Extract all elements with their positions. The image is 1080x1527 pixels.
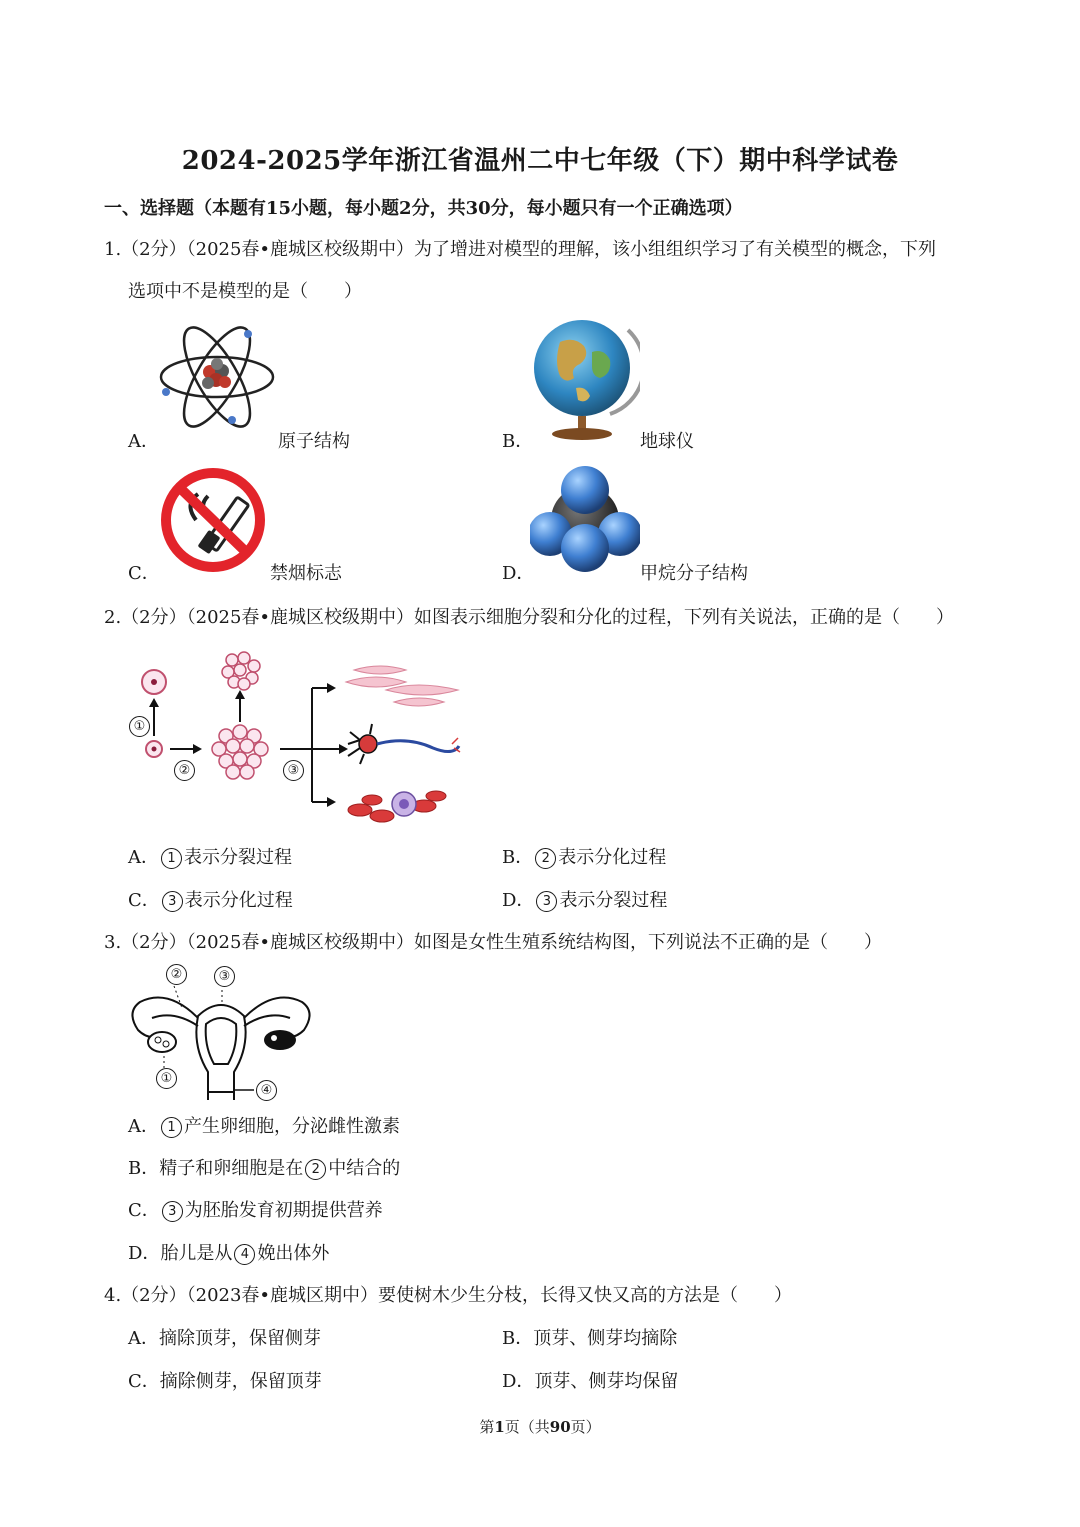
q1-option-b-letter: B． [502, 431, 534, 452]
atom-icon [158, 312, 276, 442]
q3-option-d: D．胎儿是从 4 娩出体外 [128, 1243, 330, 1264]
q1-option-c-letter: C． [128, 563, 160, 584]
globe-icon [530, 312, 640, 442]
methane-molecule-icon [530, 462, 640, 574]
question-1-stem-cont: 选项中不是模型的是（ ） [128, 281, 362, 302]
q2-option-d: D． 3 表示分裂过程 [502, 890, 668, 911]
q1-option-d-letter: D． [502, 563, 535, 584]
diagram-label-1: ② [164, 964, 189, 985]
diagram-label-2: ③ [212, 966, 237, 987]
q4-option-c: C．摘除侧芽，保留顶芽 [128, 1371, 322, 1392]
diagram-label-4: ④ [254, 1080, 279, 1101]
diagram-label-1: ① [127, 716, 152, 737]
cell-division-diagram [124, 644, 468, 830]
diagram-label-3: ① [154, 1068, 179, 1089]
page-footer: 第1页（共90页） [479, 1418, 601, 1436]
page-title: 2024-2025学年浙江省温州二中七年级（下）期中科学试卷 [181, 146, 899, 176]
q2-option-a: A． 1 表示分裂过程 [128, 847, 292, 868]
q1-option-b-label: 地球仪 [640, 431, 694, 452]
question-4-stem: 4.（2分）（2023春•鹿城区期中）要使树木少生分枝，长得又快又高的方法是（ ） [104, 1285, 793, 1306]
q2-option-b: B． 2 表示分化过程 [502, 847, 667, 868]
q3-option-c: C． 3 为胚胎发育初期提供营养 [128, 1200, 383, 1221]
question-2-stem: 2.（2分）（2025春•鹿城区校级期中）如图表示细胞分裂和分化的过程，下列有关说法，正确的是（ ） [104, 607, 955, 628]
q4-option-a: A．摘除顶芽，保留侧芽 [128, 1328, 321, 1349]
q4-option-b: B．顶芽、侧芽均摘除 [502, 1328, 678, 1349]
diagram-label-2: ② [172, 760, 197, 781]
q2-option-c: C． 3 表示分化过程 [128, 890, 293, 911]
diagram-label-3: ③ [281, 760, 306, 781]
q1-option-a-label: 原子结构 [278, 431, 350, 452]
q1-option-d-label: 甲烷分子结构 [640, 563, 748, 584]
q3-option-a: A． 1 产生卵细胞，分泌雌性激素 [128, 1116, 400, 1137]
section-heading: 一、选择题（本题有15小题，每小题2分，共30分，每小题只有一个正确选项） [104, 198, 743, 219]
no-smoking-icon [158, 466, 268, 574]
q1-option-c-label: 禁烟标志 [270, 563, 342, 584]
question-3-stem: 3.（2分）（2025春•鹿城区校级期中）如图是女性生殖系统结构图，下列说法不正确的是（ ） [104, 932, 883, 953]
q3-option-b: B．精子和卵细胞是在 2 中结合的 [128, 1158, 401, 1179]
q4-option-d: D．顶芽、侧芽均保留 [502, 1371, 679, 1392]
q1-option-a-letter: A． [128, 431, 159, 452]
question-1-stem: 1.（2分）（2025春•鹿城区校级期中）为了增进对模型的理解，该小组组织学习了有关模型的概念，下列 [104, 239, 937, 260]
